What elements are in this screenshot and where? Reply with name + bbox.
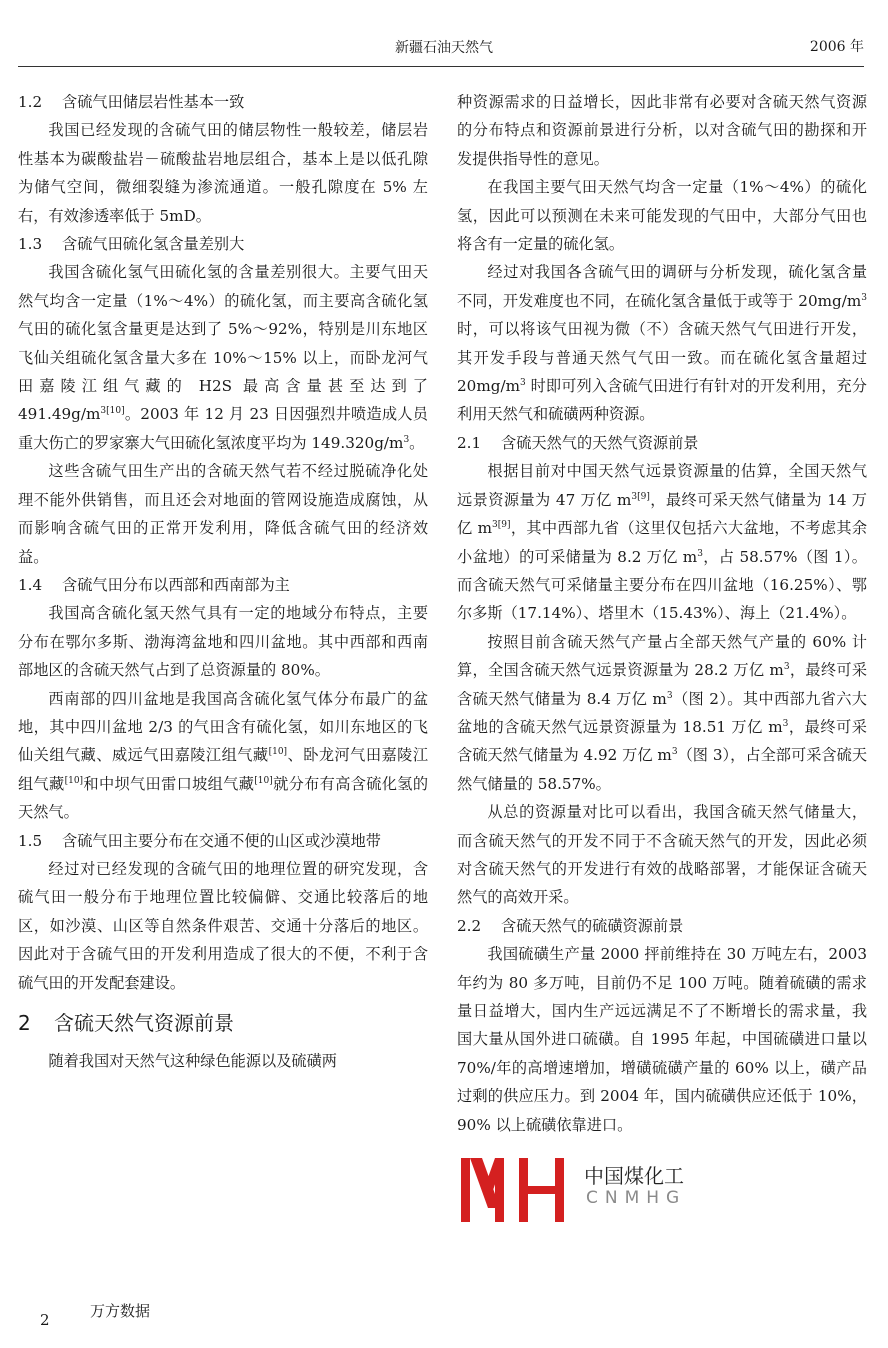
section-heading [18, 571, 428, 599]
section-heading [18, 88, 428, 116]
text-run: ，其中西部九省（这里仅包括六大盆地，不考虑其余小盆地）的可采储量为 8.2 万亿 m [457, 519, 868, 566]
text-run: 按照目前含硫天然气产量占全部天然气产量的 60% 计算，全国含硫天然气远景资源量为 28.2 万亿 m [457, 632, 867, 680]
mh-logo-icon [461, 1152, 579, 1226]
superscript: 3 [403, 434, 410, 445]
logo-chinese-text: 中国煤化工 [584, 1164, 684, 1188]
section-title: 含硫气田主要分布在交通不便的山区或沙漠地带 [62, 831, 381, 850]
paragraph: 这些含硫气田生产出的含硫天然气若不经过脱硫净化处理不能外供销售，而且还会对地面的管网设施造成腐蚀，从而影响含硫气田的正常开发利用，降低含硫气田的经济效益。 [18, 462, 428, 566]
section-number: 1.4 [18, 575, 43, 594]
citation: 3[9] [631, 491, 650, 502]
paragraph: 随着我国对天然气这种绿色能源以及硫磺两 [48, 1052, 337, 1070]
text-run: ，最终可采天然气储量为 14 万亿 m [457, 490, 867, 538]
header-rule [18, 66, 864, 67]
paragraph: 我国高含硫化氢天然气具有一定的地域分布特点，主要分布在鄂尔多斯、渤海湾盆地和四川盆地。其中西部和西南部地区的含硫天然气占到了总资源量的 80%。 [18, 604, 428, 680]
paragraph [18, 685, 428, 827]
text-run: 。2003 年 12 月 23 日因强烈井喷造成人员重大伤亡的罗家寨大气田硫化氢浓度平均为 149.320g/m [18, 405, 428, 452]
superscript: 3 [697, 548, 703, 559]
text-run: 西南部的四川盆地是我国高含硫化氢气体分布最广的盆地，其中四川盆地 2/3 的气田含有硫化氢，如川东地区的飞仙关组气藏、威远气田嘉陵江组气藏 [18, 689, 428, 765]
text-run: 时，可以将该气田视为微（不）含硫天然气气田进行开发，其开发手段与普通天然气气田一致。而在硫化氢含量超过 20mg/m [457, 320, 867, 396]
section-number: 2.2 [457, 916, 482, 935]
citation: [10] [268, 747, 288, 758]
text-run: （图 2）。其中西部九省六大盆地的含硫天然气远景资源量为 18.51 万亿 m [457, 689, 867, 736]
chapter-number: 2 [18, 1011, 31, 1035]
text-run: 和中坝气田雷口坡组气藏 [83, 774, 255, 793]
superscript: 3 [519, 378, 526, 388]
superscript: 3[10] [100, 406, 125, 417]
section-heading [18, 827, 428, 855]
citation: [10] [254, 775, 273, 786]
paragraph: 在我国主要气田天然气均含一定量（1%～4%）的硫化氢，因此可以预测在未来可能发现的气田中，大部分气田也将含有一定量的硫化氢。 [457, 178, 867, 254]
paragraph [18, 258, 428, 457]
text-run: ，最终可采含硫天然气储量为 8.4 万亿 m [457, 661, 868, 708]
paragraph: 我国已经发现的含硫气田的储层物性一般较差，储层岩性基本为碳酸盐岩－硫酸盐岩地层组合，基本上是以低孔隙为储气空间，微细裂缝为渗流通道。一般孔隙度在 5% 左右，有效渗透率低于 5mD。 [18, 121, 428, 225]
paragraph: 种资源需求的日益增长，因此非常有必要对含硫天然气资源的分布特点和资源前景进行分析，以对含硫气田的勘探和开发提供指导性的意见。 [457, 93, 867, 168]
superscript: 3 [671, 747, 678, 758]
text-run: 经过对我国各含硫气田的调研与分析发现，硫化氢含量不同，开发难度也不同，在硫化氢含量低于或等于 20mg/m [457, 263, 867, 310]
text-run: 根据目前对中国天然气远景资源量的估算，全国天然气远景资源量为 47 万亿 m [457, 462, 867, 509]
section-number: 1.2 [18, 93, 43, 111]
section-number: 1.3 [18, 235, 43, 254]
logo-english-text: CNMHG [586, 1188, 687, 1208]
section-title: 含硫气田分布以西部和西南部为主 [62, 575, 290, 594]
section-heading [457, 912, 867, 940]
text-run: ，占 58.57%（图 1）。而含硫天然气可采储量主要分布在四川盆地（16.25%）、鄂尔多斯（17.14%）、塔里木（15.43%）、海上（21.4%）。 [457, 547, 867, 623]
section-title: 含硫气田硫化氢含量差别大 [62, 235, 245, 254]
paragraph [457, 628, 867, 798]
section-heading [457, 429, 867, 457]
superscript: 3 [666, 690, 673, 701]
text-run: 时即可列入含硫气田进行有针对的开发利用，充分利用天然气和硫磺两种资源。 [457, 377, 867, 424]
source-watermark: 万方数据 [90, 1302, 151, 1320]
superscript: 3 [782, 718, 789, 729]
right-column [457, 88, 867, 1139]
section-number: 1.5 [18, 831, 43, 850]
section-title: 含硫气田储层岩性基本一致 [62, 93, 245, 111]
cnmhg-watermark-logo [461, 1152, 699, 1226]
text-run: 、卧龙河气田嘉陵江组气藏 [18, 746, 429, 793]
paragraph [457, 457, 867, 627]
superscript: 3 [783, 662, 790, 673]
citation: [10] [64, 775, 84, 786]
left-column [18, 88, 428, 1075]
superscript: 3 [861, 292, 867, 303]
paragraph: 我国硫磺生产量 2000 抨前维持在 30 万吨左右，2003 年约为 80 多万吨，目前仍不足 100 万吨。随着硫磺的需求量日益增大，国内生产远远满足不了不断增长的需求量，我国大量从国外进口硫磺。自 1995 年起，中国硫磺进口量以 70%/年的高增速增加，增磺硫磺产量的 60% 以上，磺产品过剩的供应压力。到 2004 年，国内硫磺供应还低于 10%，90% 以上硫磺依靠进口。 [457, 945, 867, 1134]
section-number: 2.1 [457, 433, 482, 452]
section-heading [18, 230, 428, 258]
text-run: 就分布有高含硫化氢的天然气。 [18, 774, 429, 822]
text-run: 。 [409, 433, 425, 452]
text-run: 我国含硫化氢气田硫化氢的含量差别很大。主要气田天然气均含一定量（1%～4%）的硫化氢，而主要高含硫化氢气田的硫化氢含量更是达到了 5%～92%，特别是川东地区飞仙关组硫化氢含量大多在 10%～15% 以上，而卧龙河气田嘉陵江组气藏的 H2S 最高含量甚至达到了 491.49g/m [18, 263, 428, 424]
paragraph [457, 258, 867, 428]
text-run: ，最终可采含硫天然气储量为 4.92 万亿 m [457, 717, 867, 765]
chapter-title: 含硫天然气资源前景 [54, 1011, 234, 1035]
paragraph: 经过对已经发现的含硫气田的地理位置的研究发现，含硫气田一般分布于地理位置比较偏僻、交通比较落后的地区，如沙漠、山区等自然条件艰苦、交通十分落后的地区。因此对于含硫气田的开发利用造成了很大的不便，不利于含硫气田的开发配套建设。 [18, 859, 428, 992]
page-number: 2 [40, 1311, 50, 1329]
text-run: （图 3），占全部可采含硫天然气储量的 58.57%。 [457, 746, 868, 793]
issue-year: 2006 年 [809, 39, 864, 55]
paragraph: 从总的资源量对比可以看出，我国含硫天然气储量大，而含硫天然气的开发不同于不含硫天然气的开发，因此必须对含硫天然气的开发进行有效的战略部署，才能保证含硫天然气的高效开采。 [457, 803, 867, 907]
section-title: 含硫天然气的天然气资源前景 [501, 433, 699, 452]
section-title: 含硫天然气的硫磺资源前景 [501, 916, 684, 935]
chapter-heading [18, 1003, 428, 1043]
journal-title: 新疆石油天然气 [395, 40, 493, 56]
citation: 3[9] [492, 520, 511, 531]
